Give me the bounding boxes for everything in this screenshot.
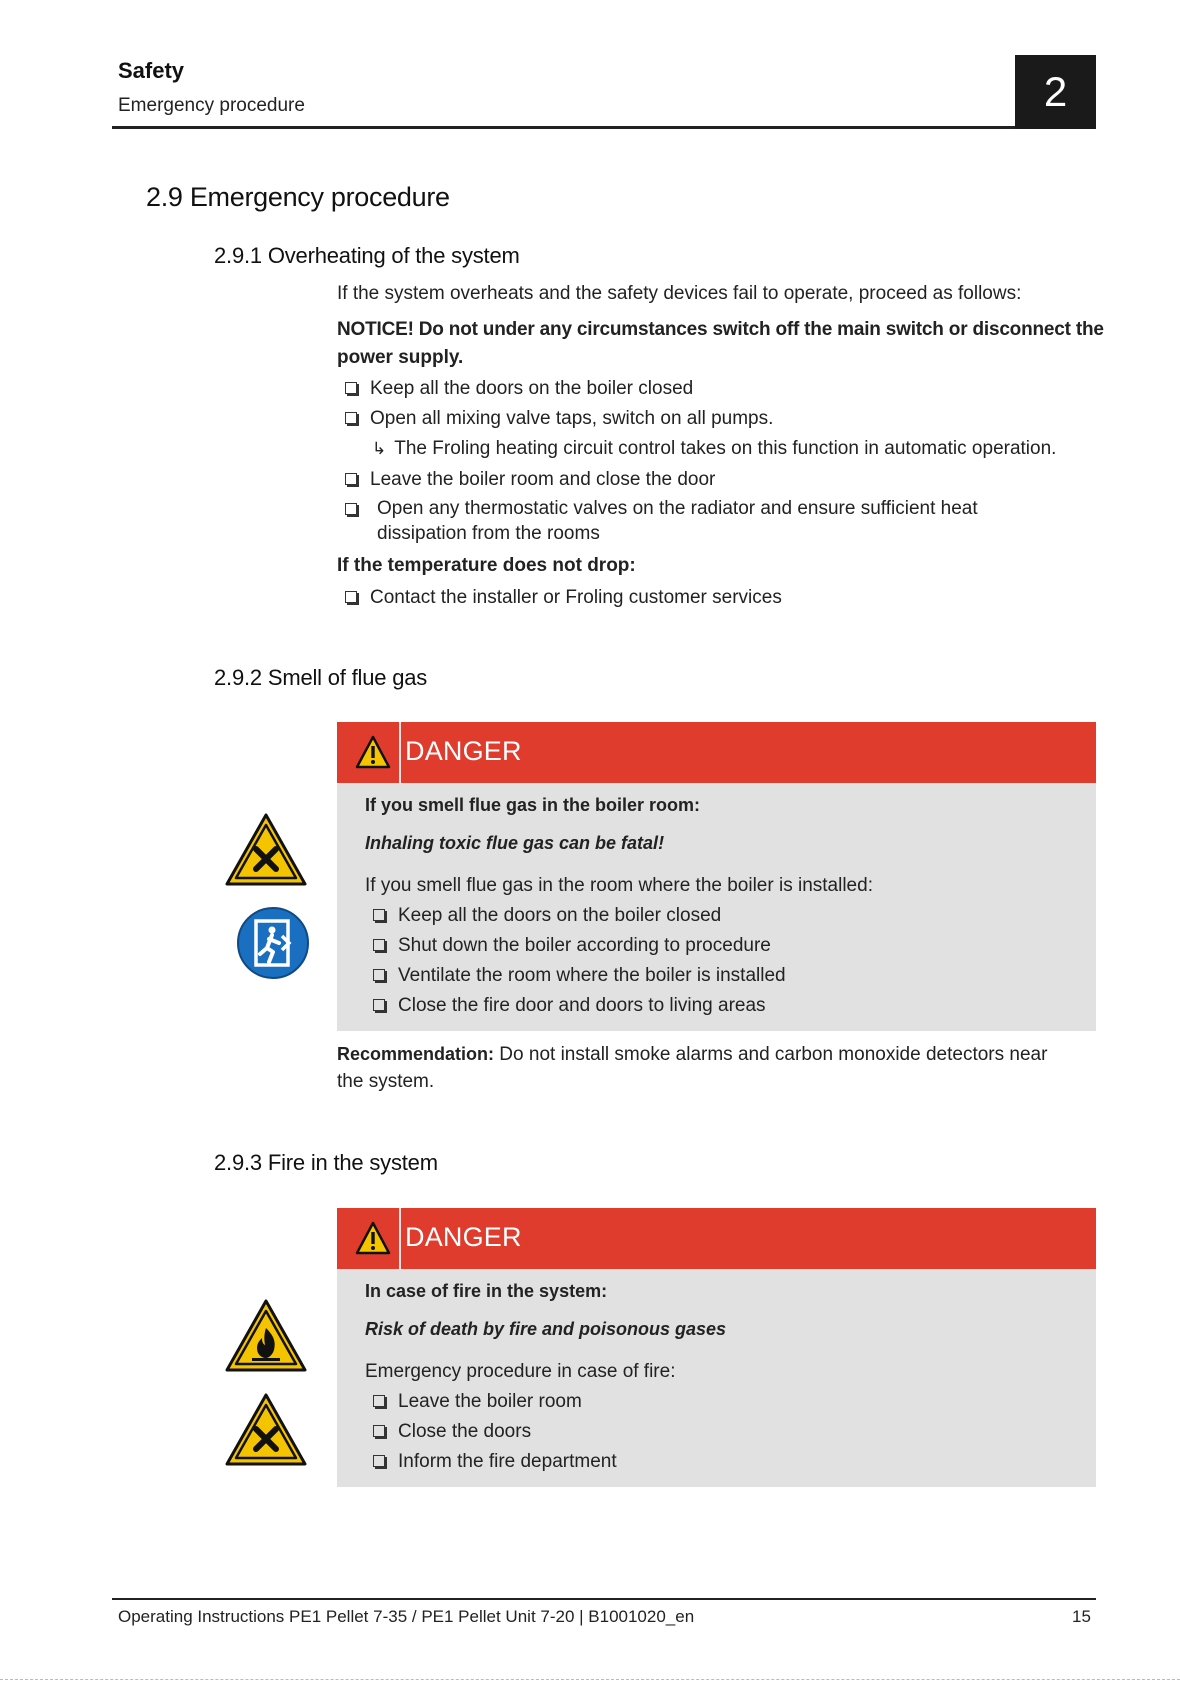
subsection-title-overheating: 2.9.1 Overheating of the system [214, 243, 520, 268]
subsection-title-flue-gas: 2.9.2 Smell of flue gas [214, 665, 428, 690]
checkbox-bullet-icon [373, 1395, 385, 1407]
recommendation: Recommendation: Do not install smoke alarms and carbon monoxide detectors near [337, 1044, 1048, 1065]
emergency-exit-icon [236, 906, 310, 980]
checkbox-bullet-icon [373, 1455, 385, 1467]
footer-rule [112, 1598, 1096, 1600]
danger-lead: If you smell flue gas in the room where the boiler is installed: [365, 875, 873, 896]
list-item: Open any thermostatic valves on the radiator and ensure sufficient heat dissipation from the rooms [345, 496, 1045, 546]
list-item: Keep all the doors on the boiler closed [373, 905, 721, 927]
list-item: Shut down the boiler according to procedure [373, 935, 771, 957]
danger-label: DANGER [405, 1222, 522, 1252]
chapter-number: 2 [1043, 68, 1068, 115]
overheating-intro: If the system overheats and the safety devices fail to operate, proceed as follows: [337, 283, 1022, 304]
list-item: Leave the boiler room [373, 1391, 582, 1413]
harmful-substance-icon [224, 1392, 308, 1468]
flammable-icon [224, 1298, 308, 1374]
danger-body [337, 783, 1096, 1031]
checkbox-bullet-icon [373, 939, 385, 951]
list-item: Keep all the doors on the boiler closed [345, 378, 693, 400]
section-title: 2.9 Emergency procedure [146, 182, 450, 212]
result-item: ↳ The Froling heating circuit control takes on this function in automatic operation. [372, 438, 1057, 459]
list-item: Open all mixing valve taps, switch on all pumps. [345, 408, 773, 430]
list-item: Leave the boiler room and close the door [345, 469, 715, 491]
checkbox-bullet-icon [345, 412, 357, 424]
danger-body [337, 1269, 1096, 1487]
danger-header [337, 722, 1096, 783]
recommendation-line-2: the system. [337, 1071, 435, 1092]
danger-separator [399, 1208, 401, 1269]
danger-consequence: Inhaling toxic flue gas can be fatal! [365, 833, 665, 853]
danger-consequence: Risk of death by fire and poisonous gases [365, 1319, 727, 1339]
footer-document: Operating Instructions PE1 Pellet 7-35 / PE1 Pellet Unit 7-20 | B1001020_en [118, 1607, 695, 1626]
danger-header [337, 1208, 1096, 1269]
page-number: 15 [1072, 1607, 1091, 1626]
checkbox-bullet-icon [345, 503, 357, 515]
warning-triangle-icon [355, 735, 391, 769]
notice-line-1: NOTICE! Do not under any circumstances switch off the main switch or disconnect the [337, 319, 1104, 340]
running-header-chapter: Safety [118, 58, 185, 83]
checkbox-bullet-icon [345, 591, 357, 603]
list-item: Close the fire door and doors to living areas [373, 995, 766, 1017]
result-arrow-icon: ↳ [372, 439, 387, 458]
subsection-title-fire: 2.9.3 Fire in the system [214, 1150, 438, 1175]
list-item: Ventilate the room where the boiler is installed [373, 965, 786, 987]
list-item: Inform the fire department [373, 1451, 617, 1473]
warning-triangle-icon [355, 1221, 391, 1255]
danger-label: DANGER [405, 736, 522, 766]
danger-situation: If you smell flue gas in the boiler room: [365, 795, 701, 815]
page-edge [0, 1679, 1180, 1680]
harmful-substance-icon [224, 812, 308, 888]
checkbox-bullet-icon [373, 999, 385, 1011]
chapter-number-badge [1015, 55, 1096, 129]
danger-separator [399, 722, 401, 783]
running-header-section: Emergency procedure [118, 95, 305, 116]
checkbox-bullet-icon [345, 473, 357, 485]
header-rule [112, 126, 1096, 129]
list-item: Contact the installer or Froling customer services [345, 587, 782, 609]
danger-situation: In case of fire in the system: [365, 1281, 608, 1301]
checkbox-bullet-icon [373, 909, 385, 921]
checkbox-bullet-icon [373, 969, 385, 981]
checkbox-bullet-icon [373, 1425, 385, 1437]
if-not-heading: If the temperature does not drop: [337, 555, 636, 576]
list-item: Close the doors [373, 1421, 531, 1443]
checkbox-bullet-icon [345, 382, 357, 394]
danger-lead: Emergency procedure in case of fire: [365, 1361, 676, 1382]
notice-line-2: power supply. [337, 347, 464, 368]
